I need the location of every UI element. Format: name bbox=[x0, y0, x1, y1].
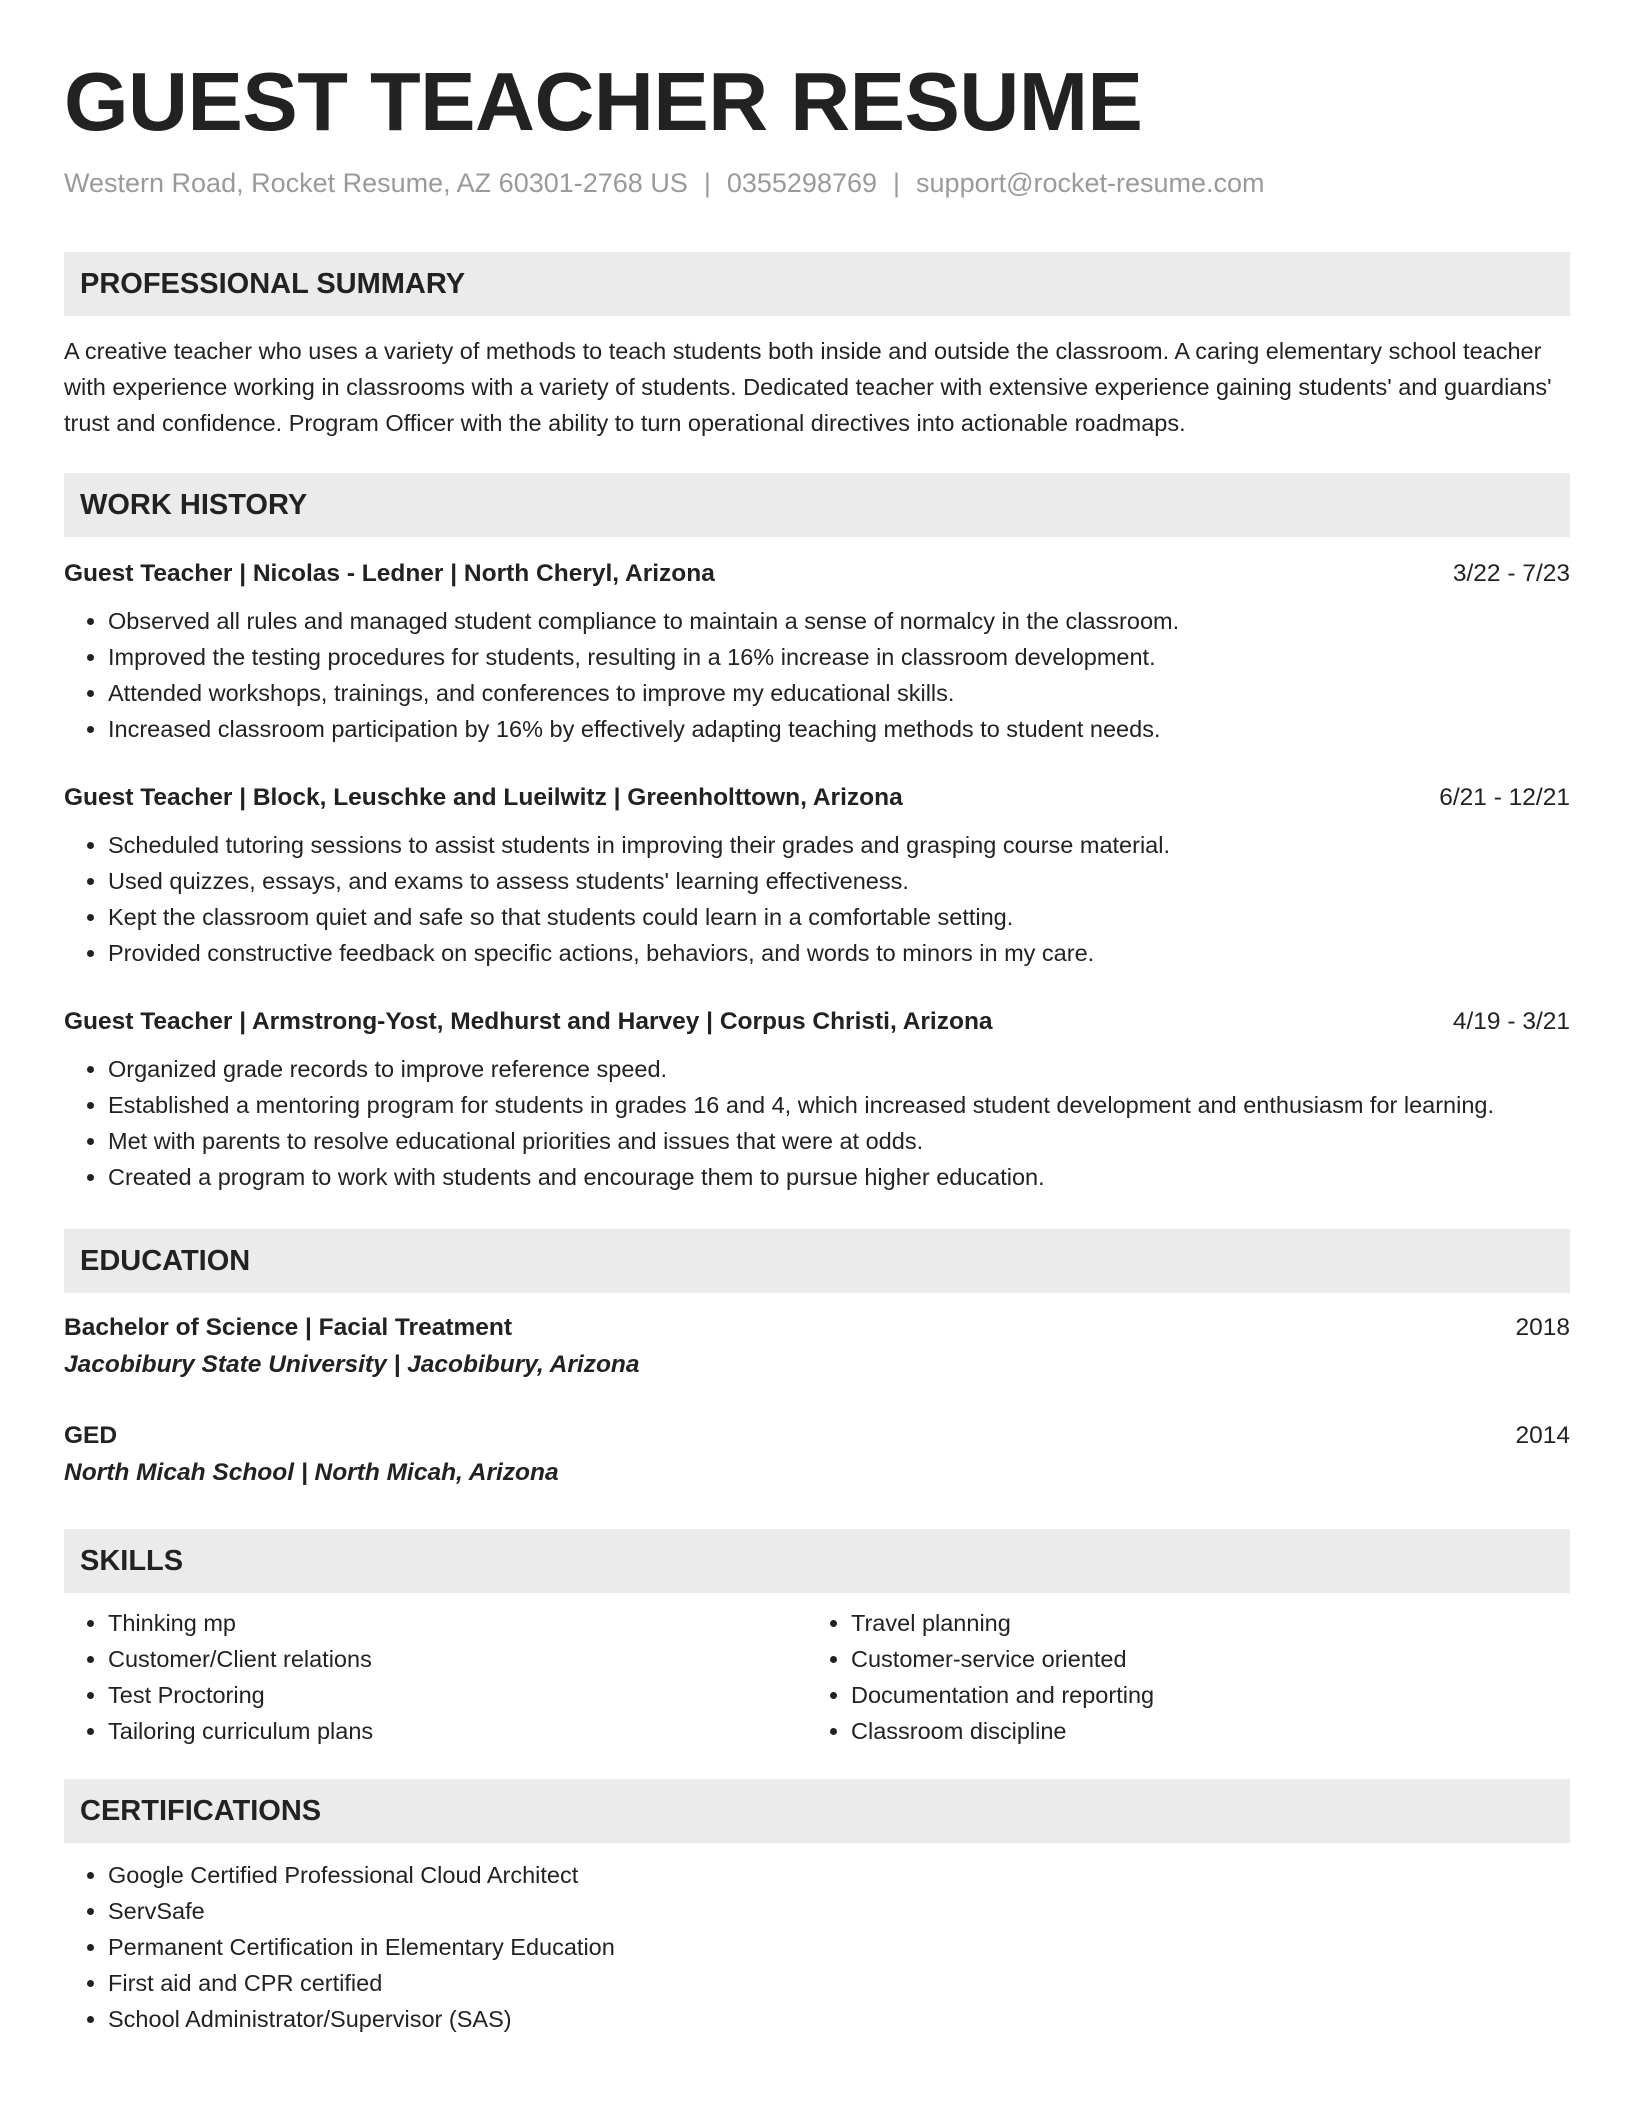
certification-item: • Google Certified Professional Cloud Architect bbox=[108, 1857, 1570, 1893]
contact-separator: | bbox=[703, 168, 711, 198]
skill-item: • Customer/Client relations bbox=[108, 1641, 807, 1677]
job-bullet: • Met with parents to resolve educational priorities and issues that were at odds. bbox=[108, 1123, 1570, 1159]
certification-item: • Permanent Certification in Elementary Education bbox=[108, 1929, 1570, 1965]
job-bullet: • Kept the classroom quiet and safe so that students could learn in a comfortable setting. bbox=[108, 899, 1570, 935]
job-bullets bbox=[64, 1051, 1570, 1195]
resume-page bbox=[64, 52, 1570, 2037]
skills-column-right bbox=[807, 1605, 1570, 1749]
education-entry bbox=[64, 1419, 1570, 1493]
job-bullet: • Established a mentoring program for students in grades 16 and 4, which increased student development and enthusiasm for learning. bbox=[108, 1087, 1570, 1123]
job-entry bbox=[64, 1005, 1570, 1195]
job-entry bbox=[64, 557, 1570, 747]
job-bullet: • Organized grade records to improve reference speed. bbox=[108, 1051, 1570, 1087]
education-degree: GED bbox=[64, 1422, 118, 1449]
skill-item: • Tailoring curriculum plans bbox=[108, 1713, 807, 1749]
job-dates: 3/22 - 7/23 bbox=[1452, 560, 1570, 587]
certification-item: • First aid and CPR certified bbox=[108, 1965, 1570, 2001]
job-entry bbox=[64, 781, 1570, 971]
certification-item: • ServSafe bbox=[108, 1893, 1570, 1929]
section-header-summary: PROFESSIONAL SUMMARY bbox=[64, 252, 1570, 316]
skill-item: • Customer-service oriented bbox=[851, 1641, 1570, 1677]
job-bullet: • Improved the testing procedures for students, resulting in a 16% increase in classroom development. bbox=[108, 639, 1570, 675]
job-bullets bbox=[64, 827, 1570, 971]
skill-item: • Thinking mp bbox=[108, 1605, 807, 1641]
contact-email: support@rocket-resume.com bbox=[916, 168, 1265, 198]
skill-item: • Travel planning bbox=[851, 1605, 1570, 1641]
education-school: Jacobibury State University | Jacobibury, Arizona bbox=[64, 1351, 640, 1378]
job-bullet: • Increased classroom participation by 16% by effectively adapting teaching methods to student needs. bbox=[108, 711, 1570, 747]
summary-text: A creative teacher who uses a variety of methods to teach students both inside and outside the classroom. A caring elementary school teacher with experience working in classrooms with a variety of students. Dedicated teacher with extensive experience gaining students' and guardians' trust and confidence. Program Officer with the ability to turn operational directives into actionable roadmaps. bbox=[64, 338, 1552, 436]
job-bullet: • Used quizzes, essays, and exams to assess students' learning effectiveness. bbox=[108, 863, 1570, 899]
section-header-education: EDUCATION bbox=[64, 1229, 1570, 1293]
contact-separator: | bbox=[893, 168, 901, 198]
contact-phone: 0355298769 bbox=[726, 168, 878, 198]
skill-item: • Documentation and reporting bbox=[851, 1677, 1570, 1713]
skill-item: • Classroom discipline bbox=[851, 1713, 1570, 1749]
section-header-skills: SKILLS bbox=[64, 1529, 1570, 1593]
job-dates: 6/21 - 12/21 bbox=[1439, 784, 1570, 811]
education-entry bbox=[64, 1311, 1570, 1385]
job-bullet: • Attended workshops, trainings, and conferences to improve my educational skills. bbox=[108, 675, 1570, 711]
job-bullets bbox=[64, 603, 1570, 747]
job-title: Guest Teacher | Block, Leuschke and Lueilwitz | Greenholttown, Arizona bbox=[64, 784, 903, 811]
skill-item: • Test Proctoring bbox=[108, 1677, 807, 1713]
job-bullet: • Observed all rules and managed student compliance to maintain a sense of normalcy in the classroom. bbox=[108, 603, 1570, 639]
education-year: 2018 bbox=[1515, 1314, 1570, 1341]
contact-line bbox=[64, 166, 1570, 200]
job-dates: 4/19 - 3/21 bbox=[1452, 1008, 1570, 1035]
section-header-certifications: CERTIFICATIONS bbox=[64, 1779, 1570, 1843]
certification-item: • School Administrator/Supervisor (SAS) bbox=[108, 2001, 1570, 2037]
resume-title: GUEST TEACHER RESUME bbox=[64, 55, 1143, 148]
job-bullet: • Created a program to work with students and encourage them to pursue higher education. bbox=[108, 1159, 1570, 1195]
job-bullet: • Provided constructive feedback on specific actions, behaviors, and words to minors in my care. bbox=[108, 935, 1570, 971]
job-title: Guest Teacher | Armstrong-Yost, Medhurst and Harvey | Corpus Christi, Arizona bbox=[64, 1008, 993, 1035]
certifications-list bbox=[64, 1857, 1570, 2037]
contact-address: Western Road, Rocket Resume, AZ 60301-2768 US bbox=[64, 168, 688, 198]
section-header-work-history: WORK HISTORY bbox=[64, 473, 1570, 537]
education-degree: Bachelor of Science | Facial Treatment bbox=[64, 1314, 513, 1341]
skills-column-left bbox=[64, 1605, 807, 1749]
education-school: North Micah School | North Micah, Arizona bbox=[64, 1459, 559, 1486]
education-year: 2014 bbox=[1515, 1422, 1570, 1449]
skills-grid bbox=[64, 1605, 1570, 1749]
job-bullet: • Scheduled tutoring sessions to assist students in improving their grades and grasping course material. bbox=[108, 827, 1570, 863]
job-title: Guest Teacher | Nicolas - Ledner | North Cheryl, Arizona bbox=[64, 560, 715, 587]
